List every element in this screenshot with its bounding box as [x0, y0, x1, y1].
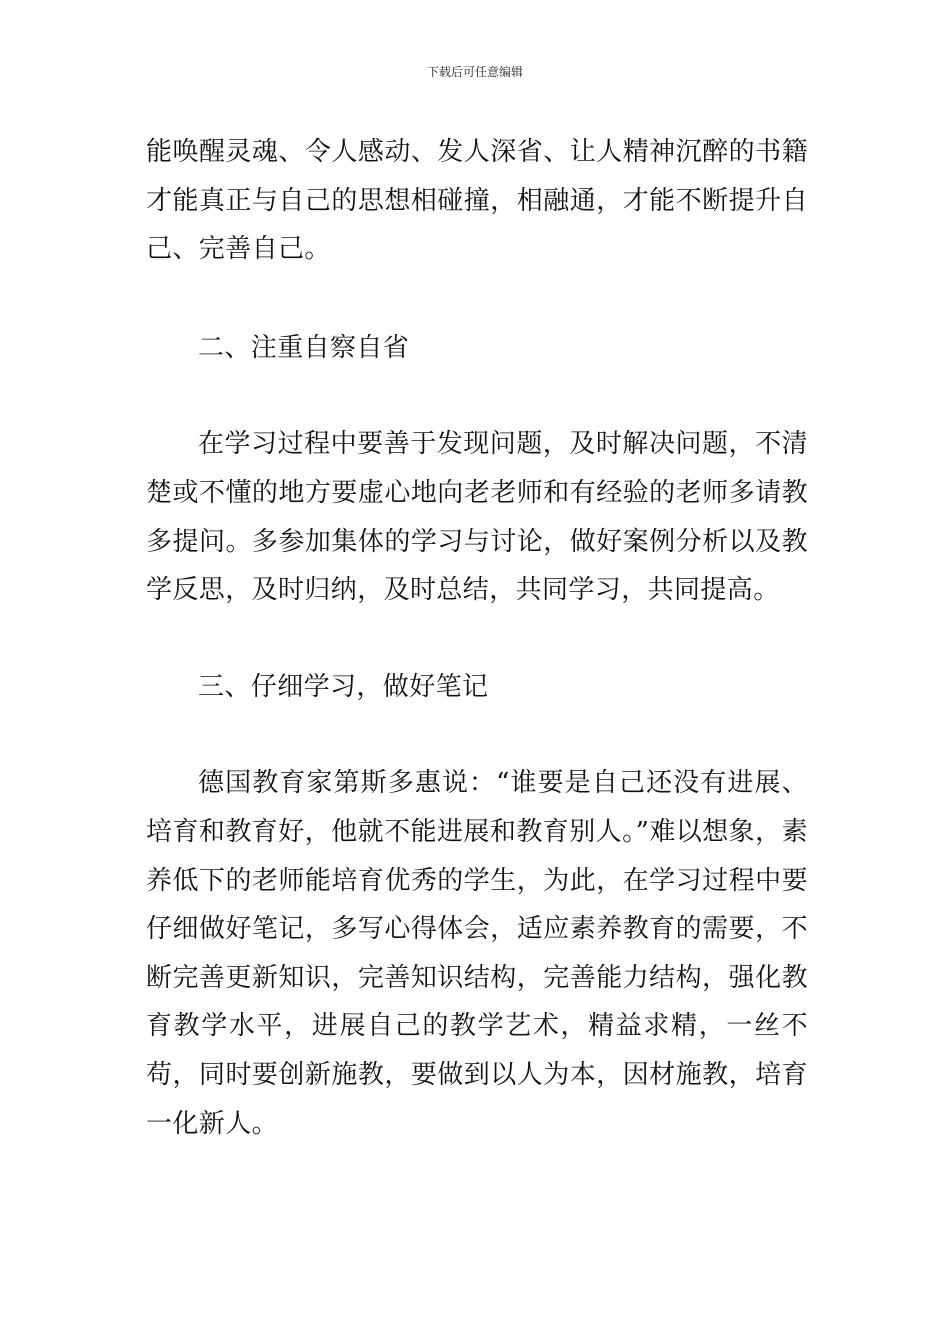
section-heading-3: 三、仔细学习，做好笔记 [198, 671, 489, 702]
paragraph-1: 能唤醒灵魂、令人感动、发人深省、让人精神沉醉的书籍才能真正与自己的思想相碰撞，相融通，才能不断提升自己、完善自己。 [146, 137, 808, 265]
paragraph-2: 在学习过程中要善于发现问题，及时解决问题，不清楚或不懂的地方要虚心地向老老师和有经验的老师多请教多提问。多参加集体的学习与讨论，做好案例分析以及教学反思，及时归纳，及时总结，共同学习，共同提高。 [146, 429, 808, 606]
document-body [146, 128, 808, 1148]
section-heading-2: 二、注重自察自省 [198, 332, 410, 363]
page-header-note: 下载后可任意编辑 [426, 65, 523, 79]
paragraph-3: 德国教育家第斯多惠说：“谁要是自己还没有进展、培育和教育好，他就不能进展和教育别人。”难以想象，素养低下的老师能培育优秀的学生，为此，在学习过程中要仔细做好笔记，多写心得体会，适应素养教育的需要，不断完善更新知识，完善知识结构，完善能力结构，强化教育教学水平，进展自己的教学艺术，精益求精，一丝不苟，同时要创新施教，要做到以人为本，因材施教，培育一化新人。 [146, 768, 808, 1139]
